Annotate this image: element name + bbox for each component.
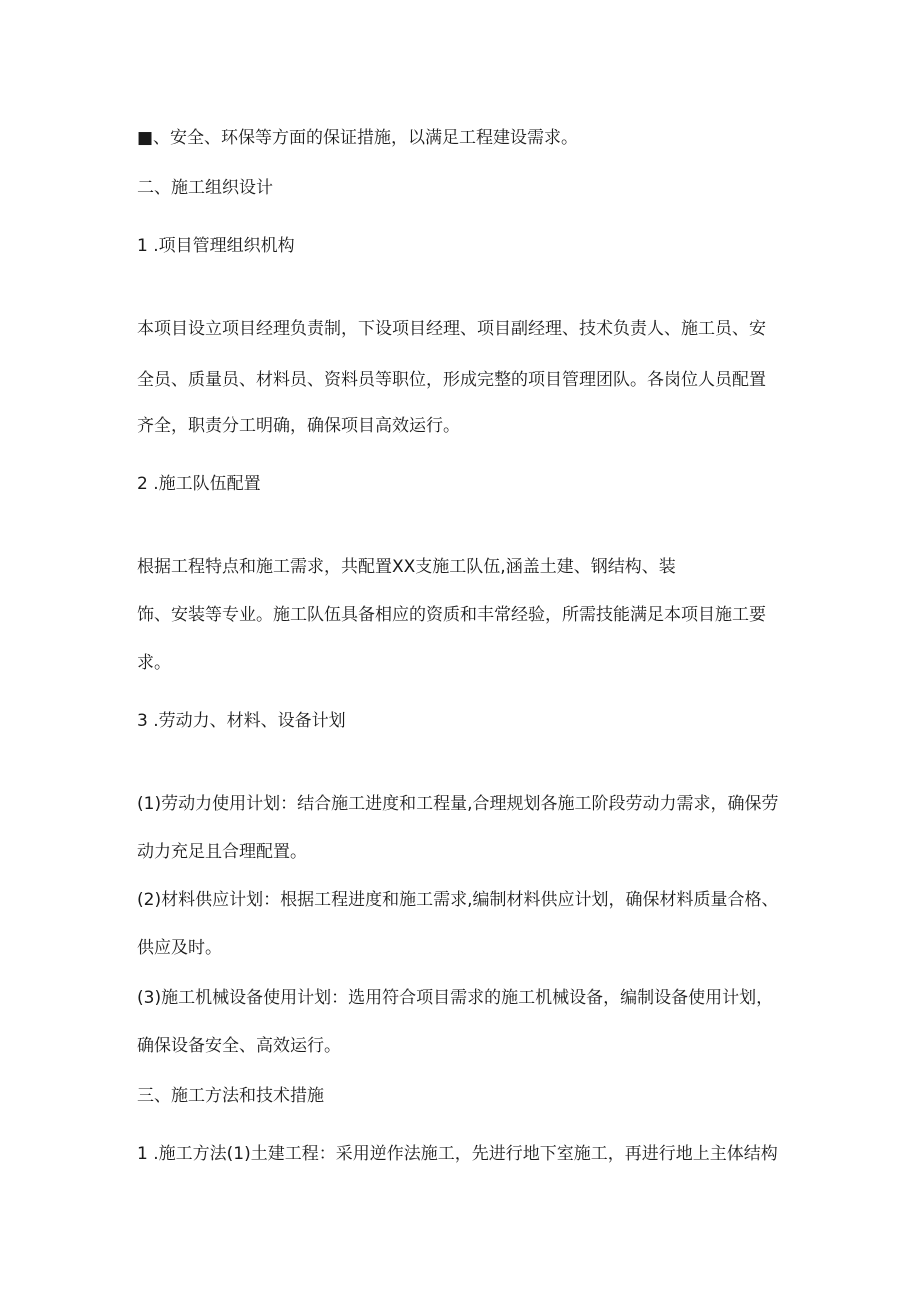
paragraph-team-line-3: 求。 — [137, 653, 171, 673]
paragraph-labor-plan-line-1: (1)劳动力使用计划：结合施工进度和工程量,合理规划各施工阶段劳动力需求，确保劳 — [137, 794, 779, 814]
section-heading-2: 二、施工组织设计 — [137, 178, 273, 198]
paragraph-labor-plan-line-2: 动力充足且合理配置。 — [137, 842, 307, 862]
paragraph-material-plan-line-1: (2)材料供应计划：根据工程进度和施工需求,编制材料供应计划，确保材料质量合格、 — [137, 890, 779, 910]
paragraph-organization-line-3: 齐全，职责分工明确，确保项目高效运行。 — [137, 416, 460, 436]
paragraph-team-line-1: 根据工程特点和施工需求，共配置XX支施工队伍,涵盖土建、钢结构、装 — [137, 557, 676, 577]
paragraph-measures-line: ■、安全、环保等方面的保证措施，以满足工程建设需求。 — [137, 128, 579, 148]
section-heading-3: 三、施工方法和技术措施 — [137, 1086, 324, 1106]
paragraph-organization-line-2: 全员、质量员、材料员、资料员等职位，形成完整的项目管理团队。各岗位人员配置 — [137, 370, 766, 390]
paragraph-construction-method-line-1: 1 .施工方法(1)土建工程：采用逆作法施工，先进行地下室施工，再进行地上主体结构 — [137, 1144, 778, 1164]
paragraph-organization-line-1: 本项目设立项目经理负责制，下设项目经理、项目副经理、技术负责人、施工员、安 — [137, 319, 766, 339]
paragraph-equipment-plan-line-2: 确保设备安全、高效运行。 — [137, 1036, 341, 1056]
subsection-heading-2-1: 1 .项目管理组织机构 — [137, 236, 295, 256]
paragraph-material-plan-line-2: 供应及时。 — [137, 938, 222, 958]
paragraph-team-line-2: 饰、安装等专业。施工队伍具备相应的资质和丰常经验，所需技能满足本项目施工要 — [137, 605, 766, 625]
paragraph-equipment-plan-line-1: (3)施工机械设备使用计划：选用符合项目需求的施工机械设备，编制设备使用计划， — [137, 988, 774, 1008]
subsection-heading-2-3: 3 .劳动力、材料、设备计划 — [137, 711, 346, 731]
subsection-heading-2-2: 2 .施工队伍配置 — [137, 474, 261, 494]
